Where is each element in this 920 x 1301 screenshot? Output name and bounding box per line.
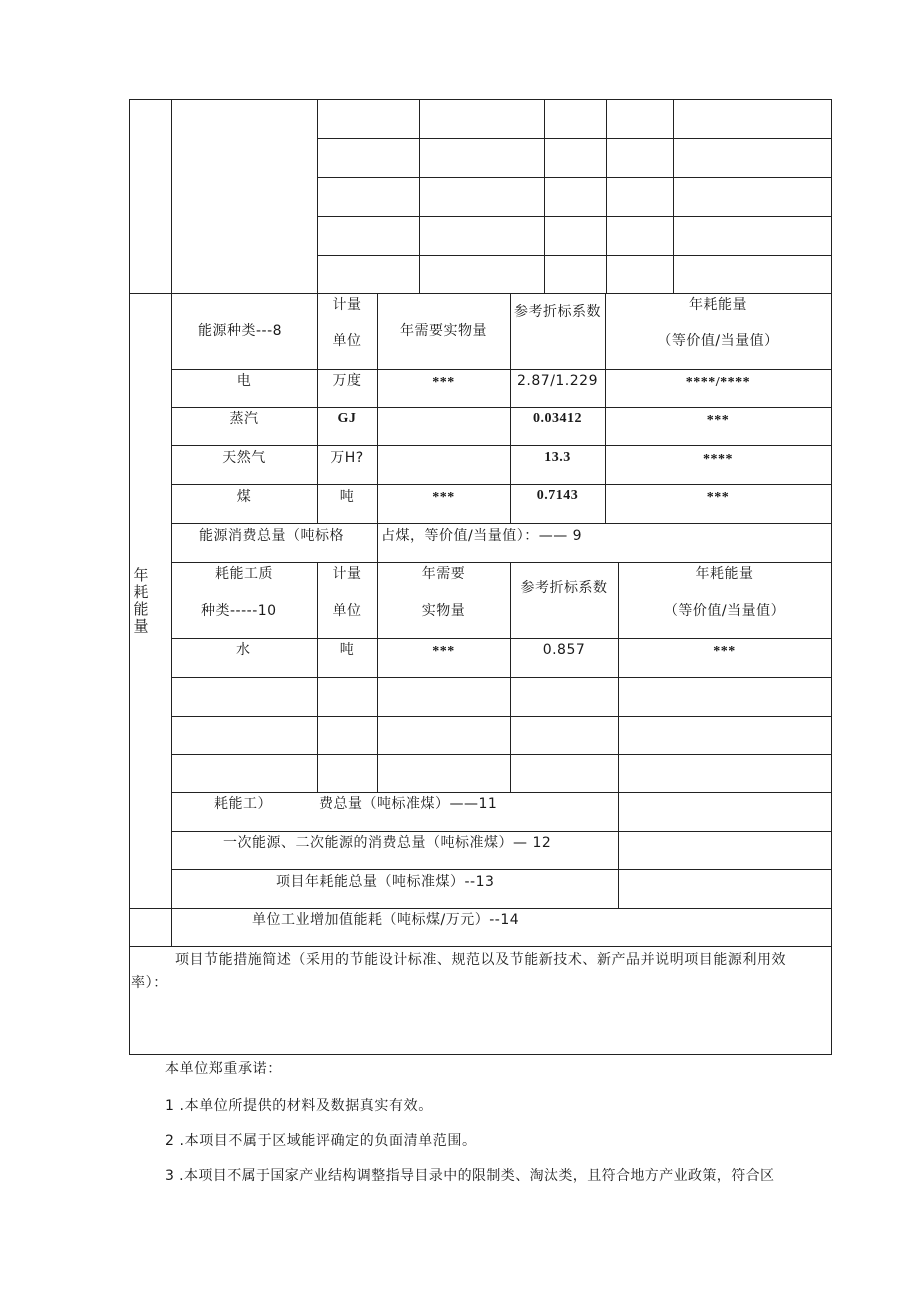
medium-unit-header-line2: 单位: [332, 603, 362, 619]
energy-unit: 万度: [332, 373, 362, 389]
energy-kind-header: 能源种类---8: [198, 323, 283, 339]
energy-qty: ***: [432, 375, 455, 390]
energy-annual-header-line1: 年耗能量: [689, 297, 747, 313]
medium-kind: 水: [236, 642, 251, 658]
energy-total-label-b: 占煤，等价值/当量值）：—— 9: [381, 528, 583, 544]
measures-description-line2: 率）：: [131, 975, 168, 991]
energy-total-label-a: 能源消费总量（吨标格: [199, 528, 344, 544]
medium-coef-header: 参考折标系数: [520, 580, 608, 596]
medium-qty-header-line2: 实物量: [421, 603, 466, 619]
project-total-label: 项目年耗能总量（吨标准煤）--13: [276, 874, 495, 890]
medium-annual: ***: [713, 644, 736, 659]
energy-annual: ****: [703, 452, 733, 467]
energy-kind: 天然气: [222, 450, 266, 466]
commitment-item-1: 1 .本单位所提供的材料及数据真实有效。: [165, 1098, 433, 1114]
energy-qty-header: 年需要实物量: [400, 323, 487, 339]
energy-kind: 电: [236, 373, 252, 389]
medium-annual-header-line2: （等价值/当量值）: [663, 603, 786, 619]
primary-secondary-total-label: 一次能源、二次能源的消费总量（吨标准煤）— 12: [223, 835, 552, 851]
energy-coef: 0.03412: [533, 411, 582, 426]
energy-kind: 蒸汽: [229, 411, 259, 427]
medium-qty-header-line1: 年需要: [421, 566, 466, 582]
energy-unit: 吨: [339, 489, 355, 505]
energy-coef: 2.87/1.229: [517, 373, 598, 389]
medium-total-label-b: 费总量（吨标准煤）——11: [319, 796, 498, 812]
medium-coef: 0.857: [542, 642, 586, 658]
medium-unit: 吨: [339, 642, 355, 658]
energy-qty: ***: [432, 490, 455, 505]
energy-unit-header-line2: 单位: [332, 333, 362, 349]
medium-kind-header-line1: 耗能工质: [215, 566, 273, 582]
energy-annual-header-line2: （等价值/当量值）: [657, 333, 779, 349]
per-value-added-label: 单位工业增加值能耗（吨标煤/万元）--14: [252, 912, 520, 928]
medium-kind-header-line2: 种类-----10: [201, 603, 277, 619]
energy-coef: 13.3: [544, 450, 571, 465]
energy-annual: ***: [706, 413, 730, 428]
measures-description-line1: 项目节能措施简述（采用的节能设计标准、规范以及节能新技术、新产品并说明项目能源利用效: [175, 952, 787, 968]
energy-annual: ***: [706, 490, 730, 505]
energy-unit-header-line1: 计量: [332, 297, 362, 313]
commitment-item-2: 2 .本项目不属于区域能评确定的负面清单范围。: [165, 1133, 477, 1149]
medium-qty: ***: [432, 644, 455, 659]
energy-coef-header: 参考折标系数: [514, 304, 601, 320]
energy-unit: GJ: [337, 411, 357, 426]
medium-total-label-a: 耗能工）: [214, 796, 272, 812]
energy-unit: 万H?: [330, 450, 364, 466]
commitment-item-3: 3 .本项目不属于国家产业结构调整指导目录中的限制类、淘汰类，且符合地方产业政策，符合区: [165, 1168, 775, 1184]
medium-annual-header-line1: 年耗能量: [695, 566, 754, 582]
energy-annual: ****/****: [685, 375, 751, 390]
energy-kind: 煤: [236, 489, 252, 505]
medium-unit-header-line1: 计量: [332, 566, 362, 582]
energy-coef: 0.7143: [536, 488, 579, 503]
side-label-annual-energy: 年 耗 能 量: [133, 566, 149, 635]
commitment-title: 本单位郑重承诺：: [165, 1061, 282, 1077]
